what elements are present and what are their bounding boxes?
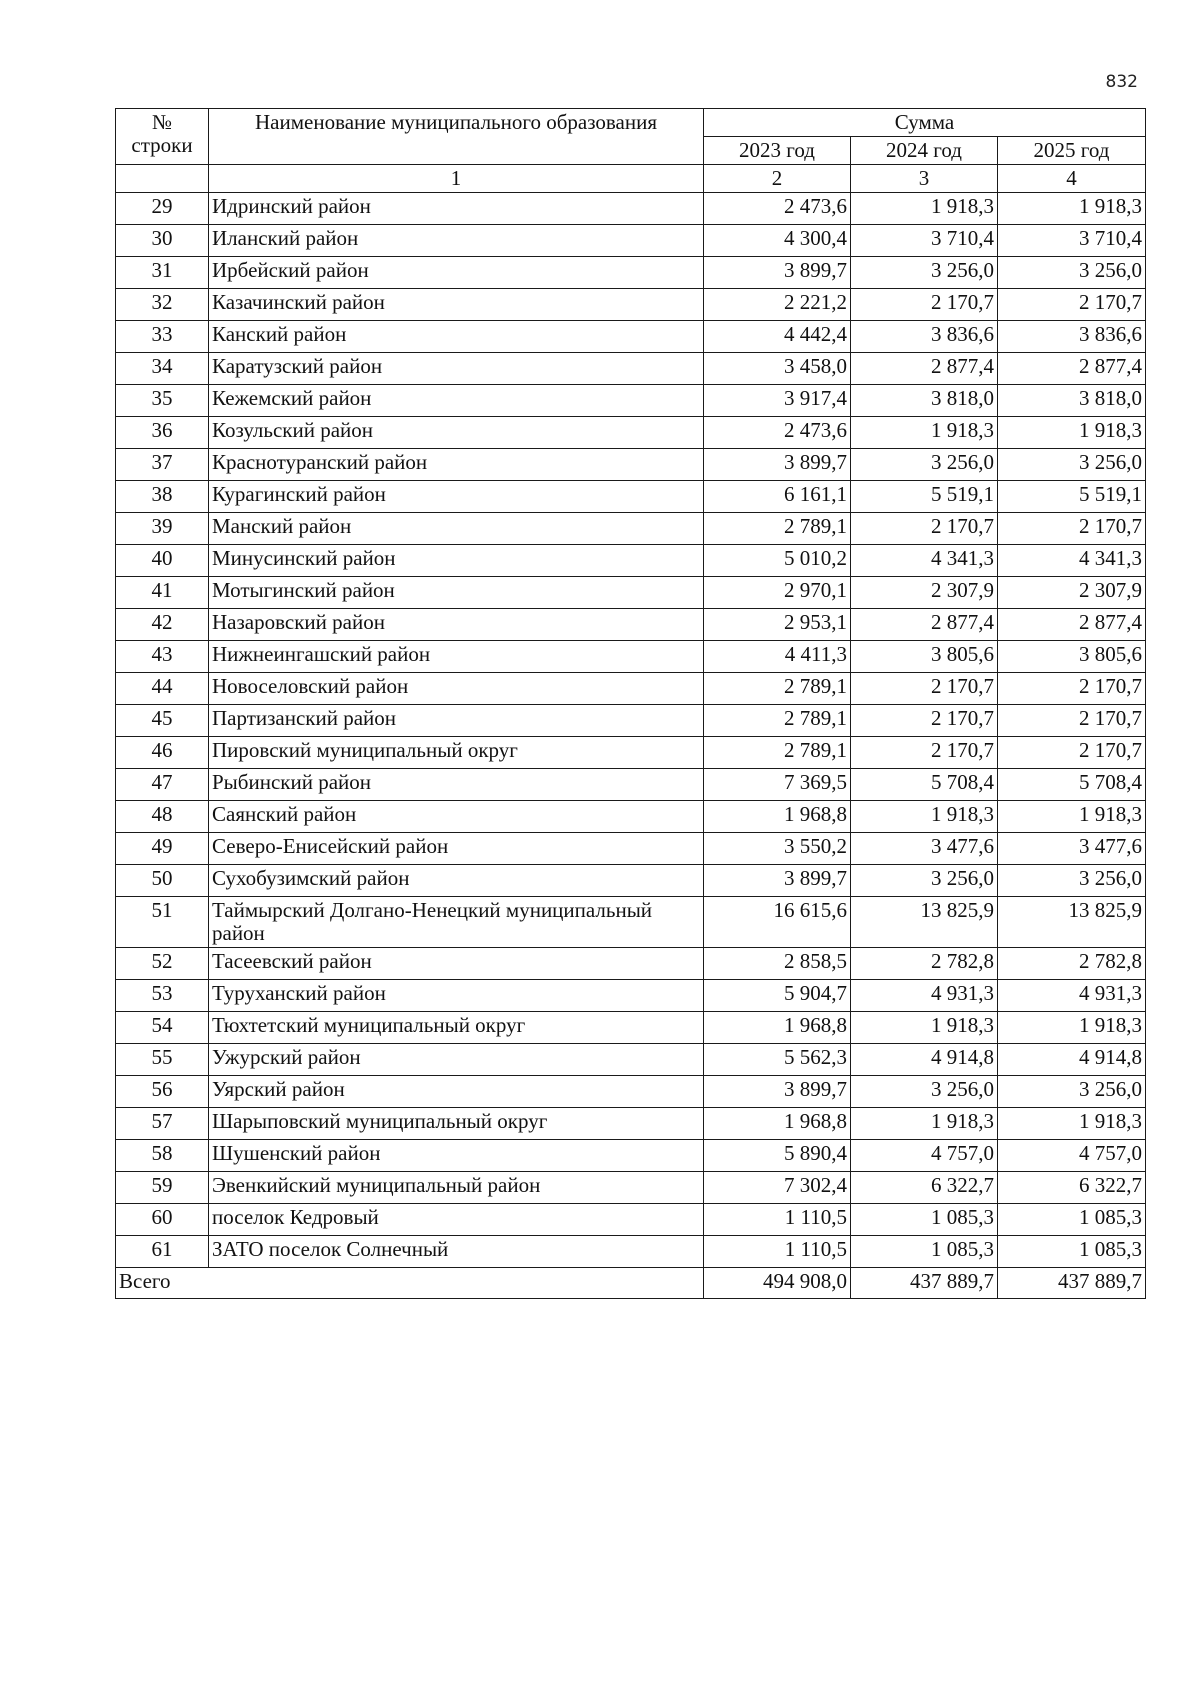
table-row [116,449,1146,481]
table-row [116,545,1146,577]
value-2024: 4 931,3 [851,980,998,1012]
table-row [116,1236,1146,1268]
row-number: 37 [116,449,209,481]
municipality-name: ЗАТО поселок Солнечный [209,1236,704,1268]
row-number: 34 [116,353,209,385]
value-2024: 3 256,0 [851,865,998,897]
table-row [116,193,1146,225]
row-number: 45 [116,705,209,737]
table-row [116,769,1146,801]
municipality-name: Иланский район [209,225,704,257]
table-row [116,513,1146,545]
value-2023: 7 302,4 [704,1172,851,1204]
value-2023: 1 968,8 [704,1108,851,1140]
value-2023: 2 221,2 [704,289,851,321]
municipality-name: Туруханский район [209,980,704,1012]
table-row [116,1108,1146,1140]
value-2023: 2 789,1 [704,673,851,705]
header-col-index-2: 2 [704,165,851,193]
table-row [116,865,1146,897]
value-2024: 6 322,7 [851,1172,998,1204]
municipality-name: Казачинский район [209,289,704,321]
value-2025: 4 757,0 [998,1140,1146,1172]
table-row [116,1172,1146,1204]
table-row [116,577,1146,609]
value-2024: 1 085,3 [851,1204,998,1236]
value-2024: 2 877,4 [851,609,998,641]
allocation-table [115,108,1146,1299]
value-2023: 2 789,1 [704,513,851,545]
row-number: 35 [116,385,209,417]
value-2025: 1 918,3 [998,193,1146,225]
value-2025: 4 931,3 [998,980,1146,1012]
row-number: 41 [116,577,209,609]
value-2023: 7 369,5 [704,769,851,801]
municipality-name: Минусинский район [209,545,704,577]
value-2025: 3 805,6 [998,641,1146,673]
row-number: 52 [116,948,209,980]
value-2024: 1 918,3 [851,801,998,833]
municipality-name: Кежемский район [209,385,704,417]
total-label: Всего [116,1268,704,1299]
header-sum: Сумма [704,109,1146,137]
table-row [116,673,1146,705]
value-2024: 1 918,3 [851,1108,998,1140]
value-2024: 2 877,4 [851,353,998,385]
value-2024: 2 170,7 [851,289,998,321]
header-col-index-3: 3 [851,165,998,193]
municipality-name: Идринский район [209,193,704,225]
municipality-name: Манский район [209,513,704,545]
row-number: 42 [116,609,209,641]
value-2024: 2 170,7 [851,673,998,705]
row-number: 51 [116,897,209,948]
value-2023: 4 442,4 [704,321,851,353]
value-2024: 3 836,6 [851,321,998,353]
value-2023: 1 110,5 [704,1204,851,1236]
value-2023: 2 473,6 [704,193,851,225]
row-number: 47 [116,769,209,801]
value-2023: 5 904,7 [704,980,851,1012]
page-number: 832 [1105,72,1138,92]
municipality-name: Назаровский район [209,609,704,641]
table-row [116,353,1146,385]
value-2025: 3 477,6 [998,833,1146,865]
table-row [116,737,1146,769]
row-number: 56 [116,1076,209,1108]
value-2024: 1 085,3 [851,1236,998,1268]
municipality-name: Курагинский район [209,481,704,513]
table-row [116,948,1146,980]
header-row-number-line1: № [151,110,173,134]
value-2023: 16 615,6 [704,897,851,948]
municipality-name: Уярский район [209,1076,704,1108]
value-2023: 2 858,5 [704,948,851,980]
value-2024: 2 170,7 [851,737,998,769]
value-2025: 3 256,0 [998,257,1146,289]
row-number: 43 [116,641,209,673]
value-2024: 13 825,9 [851,897,998,948]
value-2023: 4 411,3 [704,641,851,673]
row-number: 40 [116,545,209,577]
value-2025: 1 918,3 [998,1108,1146,1140]
row-number: 29 [116,193,209,225]
row-number: 54 [116,1012,209,1044]
total-2023: 494 908,0 [704,1268,851,1299]
value-2023: 3 899,7 [704,449,851,481]
table-row [116,1044,1146,1076]
header-col-index-1: 1 [209,165,704,193]
municipality-name: Козульский район [209,417,704,449]
row-number: 32 [116,289,209,321]
value-2025: 2 170,7 [998,737,1146,769]
value-2023: 2 473,6 [704,417,851,449]
value-2024: 1 918,3 [851,193,998,225]
value-2025: 2 307,9 [998,577,1146,609]
table-row [116,897,1146,948]
value-2023: 6 161,1 [704,481,851,513]
value-2025: 4 914,8 [998,1044,1146,1076]
municipality-name: Канский район [209,321,704,353]
municipality-name: Новоселовский район [209,673,704,705]
row-number: 46 [116,737,209,769]
value-2024: 3 805,6 [851,641,998,673]
table-row [116,801,1146,833]
value-2025: 3 836,6 [998,321,1146,353]
table-row [116,980,1146,1012]
municipality-name: Партизанский район [209,705,704,737]
row-number: 57 [116,1108,209,1140]
value-2023: 2 789,1 [704,705,851,737]
value-2025: 1 085,3 [998,1236,1146,1268]
header-year-2023: 2023 год [704,137,851,165]
municipality-name: Саянский район [209,801,704,833]
table-row [116,225,1146,257]
row-number: 33 [116,321,209,353]
value-2024: 2 782,8 [851,948,998,980]
row-number: 53 [116,980,209,1012]
table-row [116,1012,1146,1044]
header-municipality-name: Наименование муниципального образования [209,109,704,165]
table-row [116,321,1146,353]
row-number: 30 [116,225,209,257]
municipality-name: Ужурский район [209,1044,704,1076]
value-2024: 2 170,7 [851,513,998,545]
value-2025: 3 710,4 [998,225,1146,257]
value-2024: 2 307,9 [851,577,998,609]
table-row [116,417,1146,449]
value-2024: 4 757,0 [851,1140,998,1172]
municipality-name: Мотыгинский район [209,577,704,609]
value-2024: 1 918,3 [851,1012,998,1044]
header-year-2025: 2025 год [998,137,1146,165]
row-number: 59 [116,1172,209,1204]
value-2024: 5 519,1 [851,481,998,513]
value-2025: 1 918,3 [998,1012,1146,1044]
value-2024: 3 256,0 [851,1076,998,1108]
header-col-index-4: 4 [998,165,1146,193]
municipality-name: Эвенкийский муниципальный район [209,1172,704,1204]
value-2024: 3 256,0 [851,449,998,481]
total-2024: 437 889,7 [851,1268,998,1299]
table-row [116,609,1146,641]
municipality-name: Ирбейский район [209,257,704,289]
row-number: 36 [116,417,209,449]
row-number: 49 [116,833,209,865]
municipality-name: Тасеевский район [209,948,704,980]
table-body [116,193,1146,1268]
value-2023: 4 300,4 [704,225,851,257]
value-2024: 3 710,4 [851,225,998,257]
municipality-name: Шарыповский муниципальный округ [209,1108,704,1140]
header-row-number [116,109,209,165]
value-2025: 3 256,0 [998,449,1146,481]
value-2023: 3 899,7 [704,865,851,897]
value-2025: 2 170,7 [998,513,1146,545]
value-2025: 2 170,7 [998,673,1146,705]
row-number: 55 [116,1044,209,1076]
table-row [116,641,1146,673]
value-2024: 3 256,0 [851,257,998,289]
table-row [116,257,1146,289]
value-2023: 3 458,0 [704,353,851,385]
header-year-2024: 2024 год [851,137,998,165]
municipality-name: Сухобузимский район [209,865,704,897]
value-2023: 1 110,5 [704,1236,851,1268]
row-number: 48 [116,801,209,833]
table-row [116,705,1146,737]
value-2025: 3 818,0 [998,385,1146,417]
municipality-name: Тюхтетский муниципальный округ [209,1012,704,1044]
value-2025: 2 170,7 [998,289,1146,321]
value-2025: 13 825,9 [998,897,1146,948]
value-2023: 5 562,3 [704,1044,851,1076]
table-row [116,1140,1146,1172]
value-2025: 1 085,3 [998,1204,1146,1236]
row-number: 44 [116,673,209,705]
row-number: 58 [116,1140,209,1172]
value-2023: 1 968,8 [704,801,851,833]
value-2025: 3 256,0 [998,865,1146,897]
value-2023: 3 917,4 [704,385,851,417]
value-2024: 5 708,4 [851,769,998,801]
value-2025: 2 170,7 [998,705,1146,737]
value-2025: 2 877,4 [998,609,1146,641]
value-2024: 3 818,0 [851,385,998,417]
table-row [116,289,1146,321]
value-2023: 2 789,1 [704,737,851,769]
row-number: 38 [116,481,209,513]
total-row [116,1268,1146,1299]
value-2025: 1 918,3 [998,801,1146,833]
value-2023: 1 968,8 [704,1012,851,1044]
value-2025: 2 877,4 [998,353,1146,385]
value-2025: 6 322,7 [998,1172,1146,1204]
municipality-name: Шушенский район [209,1140,704,1172]
value-2023: 5 010,2 [704,545,851,577]
table-row [116,1076,1146,1108]
table-row [116,481,1146,513]
row-number: 61 [116,1236,209,1268]
municipality-name: Северо-Енисейский район [209,833,704,865]
value-2023: 3 899,7 [704,257,851,289]
municipality-name: поселок Кедровый [209,1204,704,1236]
value-2025: 3 256,0 [998,1076,1146,1108]
municipality-name: Таймырский Долгано-Ненецкий муниципальный район [209,897,704,948]
header-row-number-line2: строки [131,133,193,158]
value-2025: 1 918,3 [998,417,1146,449]
value-2025: 2 782,8 [998,948,1146,980]
municipality-name: Пировский муниципальный округ [209,737,704,769]
municipality-name: Каратузский район [209,353,704,385]
municipality-name: Нижнеингашский район [209,641,704,673]
row-number: 60 [116,1204,209,1236]
value-2025: 5 708,4 [998,769,1146,801]
header-col-index-0 [116,165,209,193]
row-number: 50 [116,865,209,897]
table-row [116,385,1146,417]
row-number: 39 [116,513,209,545]
value-2023: 3 550,2 [704,833,851,865]
value-2024: 4 341,3 [851,545,998,577]
value-2024: 1 918,3 [851,417,998,449]
value-2023: 3 899,7 [704,1076,851,1108]
value-2024: 2 170,7 [851,705,998,737]
table-row [116,1204,1146,1236]
total-2025: 437 889,7 [998,1268,1146,1299]
value-2023: 2 953,1 [704,609,851,641]
value-2023: 5 890,4 [704,1140,851,1172]
municipality-name: Рыбинский район [209,769,704,801]
row-number: 31 [116,257,209,289]
value-2025: 5 519,1 [998,481,1146,513]
value-2024: 3 477,6 [851,833,998,865]
value-2024: 4 914,8 [851,1044,998,1076]
municipality-name: Краснотуранский район [209,449,704,481]
value-2023: 2 970,1 [704,577,851,609]
value-2025: 4 341,3 [998,545,1146,577]
table-row [116,833,1146,865]
